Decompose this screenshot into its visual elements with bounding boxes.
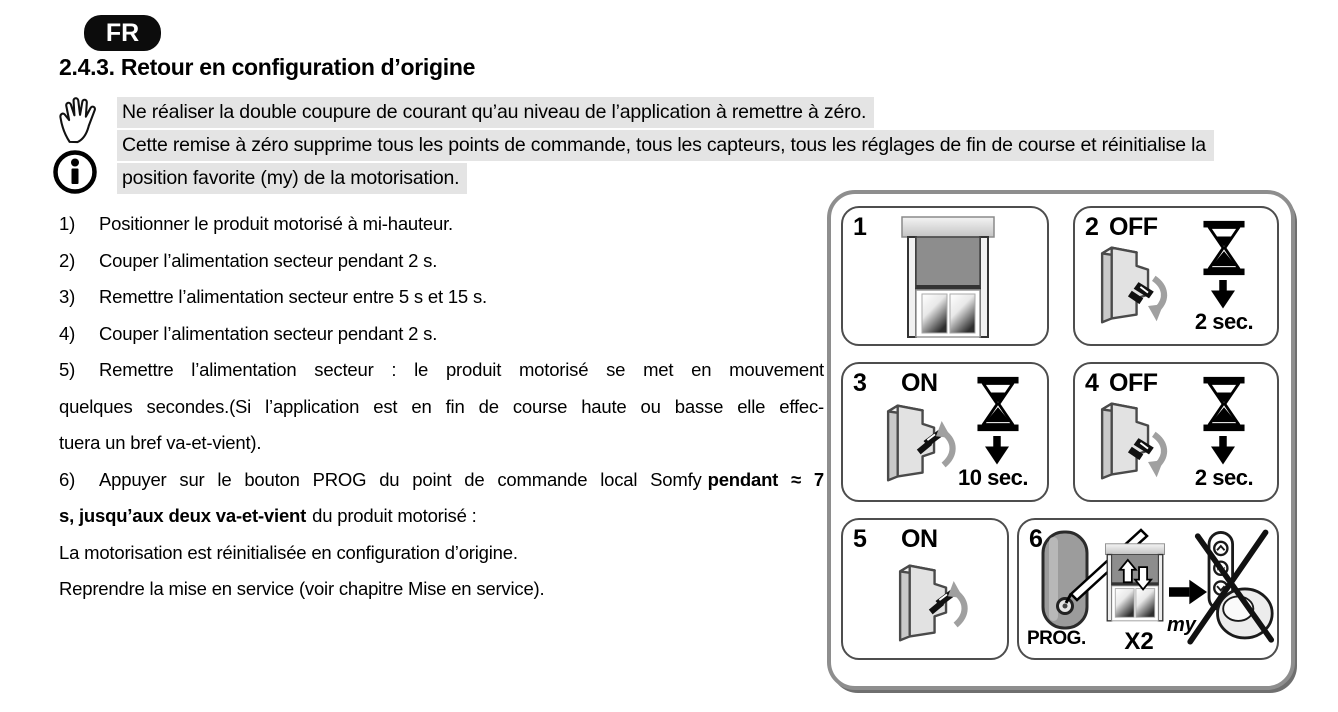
diagram-step-6: 6 PROG. X2 my: [1017, 518, 1279, 660]
step-5-line-2: quelques secondes.(Si l’application est en fin de course haute ou basse elle effec-: [59, 395, 824, 417]
hourglass-icon: [1201, 220, 1247, 276]
hourglass-icon: [1201, 376, 1247, 432]
warning-notes: [117, 97, 1214, 196]
roller-shutter-window-icon: [885, 213, 1011, 341]
duration-label: 2 sec.: [1194, 465, 1254, 490]
my-label: my: [1167, 614, 1196, 636]
hand-icon: [55, 95, 103, 145]
note-line-3: position favorite (my) de la motorisation.: [117, 163, 467, 194]
section-heading: 2.4.3. Retour en configuration d’origine: [59, 54, 476, 80]
times-two-label: X2: [1124, 628, 1154, 655]
state-label: OFF: [1109, 369, 1158, 397]
state-label: ON: [901, 369, 938, 397]
step-5-line-3: tuera un bref va-et-vient).: [59, 432, 262, 453]
result-line: La motorisation est réinitialisée en configuration d’origine.: [59, 541, 518, 563]
instruction-diagram: [827, 190, 1295, 690]
step-2: 2) Couper l’alimentation secteur pendant 2 s.: [59, 249, 438, 271]
circuit-breaker-off-icon: [1083, 390, 1171, 490]
resume-line: Reprendre la mise en service (voir chapitre Mise en service).: [59, 578, 545, 599]
step-4: 4) Couper l’alimentation secteur pendant 2 s.: [59, 322, 438, 344]
circuit-breaker-off-icon: [1083, 234, 1171, 334]
step-1: 1) Positionner le produit motorisé à mi-hauteur.: [59, 213, 453, 234]
state-label: ON: [901, 525, 938, 553]
hourglass-icon: [975, 376, 1021, 432]
note-line-2: Cette remise à zéro supprime tous les points de commande, tous les capteurs, tous les réglages de fin de course et réinitialise la: [117, 130, 1214, 161]
roller-shutter-window-small-icon: [1099, 542, 1171, 628]
down-arrow-icon: [1209, 436, 1237, 466]
language-badge: FR: [84, 15, 161, 51]
diagram-step-3: 3 ON 10 sec.: [841, 362, 1049, 502]
duration-label: 2 sec.: [1194, 309, 1254, 334]
down-arrow-icon: [983, 436, 1011, 466]
diagram-step-5: 5 ON: [841, 518, 1009, 660]
diagram-step-4: 4 OFF 2 sec.: [1073, 362, 1279, 502]
down-arrow-icon: [1209, 280, 1237, 310]
state-label: OFF: [1109, 213, 1158, 241]
step-3: 3) Remettre l’alimentation secteur entre 5 s et 15 s.: [59, 286, 487, 307]
info-icon: [52, 149, 98, 195]
procedure-text: [59, 206, 824, 608]
step-6-line-2: s, jusqu’aux deux va-et-vient du produit motorisé :: [59, 505, 477, 526]
prog-button-label: PROG.: [1027, 628, 1086, 649]
step-5-line-1: 5) Remettre l’alimentation secteur : le produit motorisé se met en mouvement: [59, 359, 824, 380]
note-line-1: Ne réaliser la double coupure de courant qu’au niveau de l’application à remettre à zéro.: [117, 97, 874, 128]
diagram-step-2: 2 OFF 2 sec.: [1073, 206, 1279, 346]
diagram-step-1: 1: [841, 206, 1049, 346]
circuit-breaker-on-icon: [881, 552, 969, 652]
step-6-line-1: 6) Appuyer sur le bouton PROG du point de commande local Somfy pendant ≈ 7: [59, 468, 824, 490]
duration-label: 10 sec.: [958, 465, 1028, 490]
